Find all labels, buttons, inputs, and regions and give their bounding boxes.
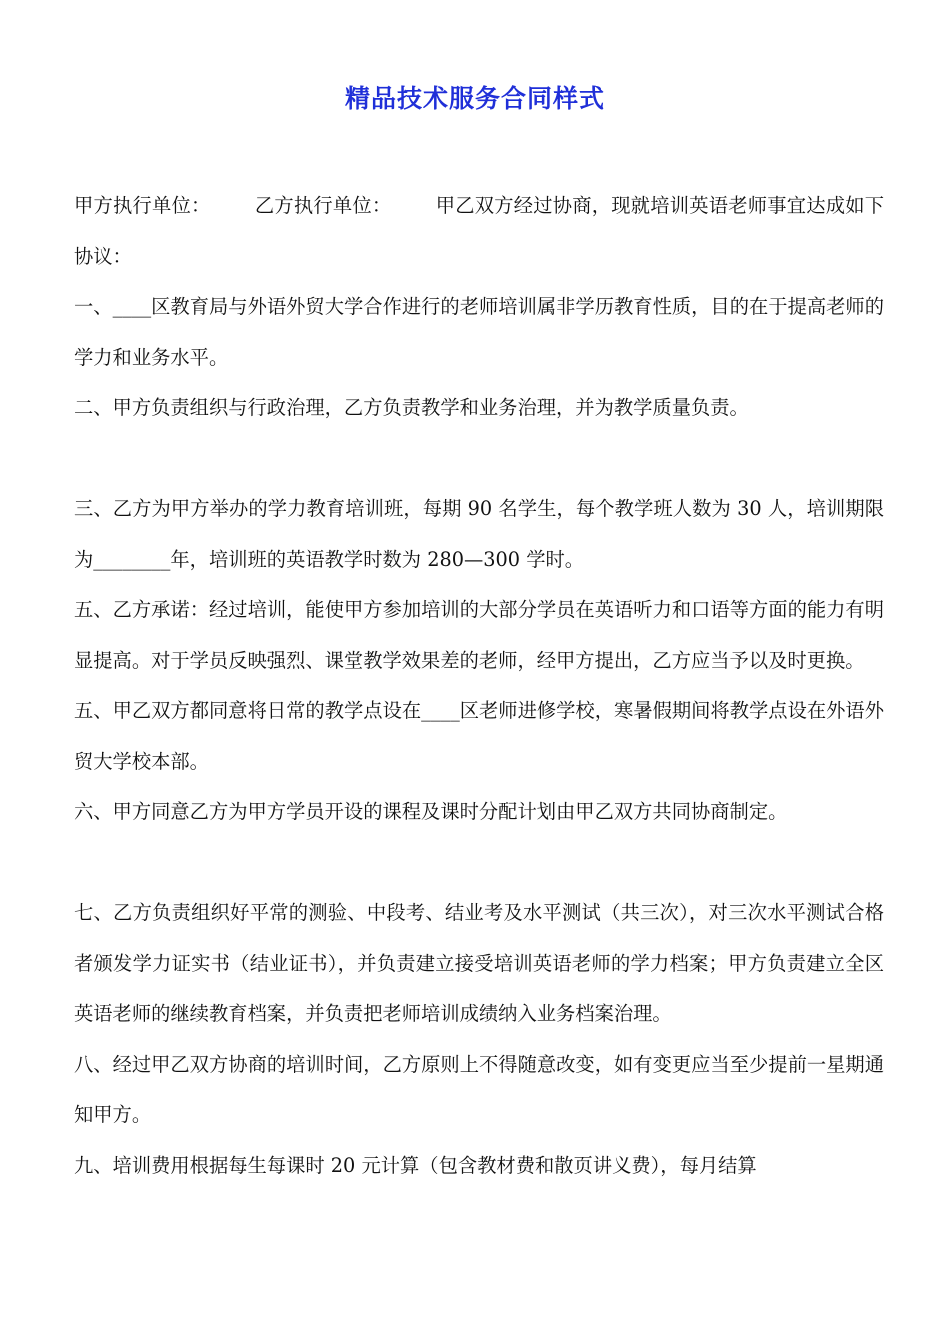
document-title: 精品技术服务合同样式 (344, 84, 605, 113)
paragraph-clause-8: 八、经过甲乙双方协商的培训时间，乙方原则上不得随意改变，如有变更应当至少提前一星期通知甲方。 (74, 1052, 884, 1126)
paragraph-spacer (74, 838, 884, 889)
paragraph-spacer (74, 434, 884, 485)
paragraph-clause-5b: 五、甲乙双方都同意将日常的教学点设在____区老师进修学校，寒暑假期间将教学点设在外语外贸大学校本部。 (74, 699, 884, 773)
document-body (74, 181, 884, 1191)
paragraph-clause-6: 六、甲方同意乙方为甲方学员开设的课程及课时分配计划由甲乙双方共同协商制定。 (74, 800, 788, 823)
paragraph-clause-9: 九、培训费用根据每生每课时 20 元计算（包含教材费和散页讲义费），每月结算 (74, 1153, 757, 1177)
paragraph-clause-3: 三、乙方为甲方举办的学力教育培训班，每期 90 名学生，每个教学班人数为 30 人，培训期限为________年，培训班的英语教学时数为 280—300 学时。 (74, 497, 884, 571)
paragraph-clause-1: 一、____区教育局与外语外贸大学合作进行的老师培训属非学历教育性质，目的在于提高老师的学力和业务水平。 (74, 295, 884, 369)
paragraph-clause-7: 七、乙方负责组织好平常的测验、中段考、结业考及水平测试（共三次），对三次水平测试合格者颁发学力证实书（结业证书），并负责建立接受培训英语老师的学力档案；甲方负责建立全区英语老师的继续教育档案，并负责把老师培训成绩纳入业务档案治理。 (74, 901, 884, 1025)
paragraph-parties: 甲方执行单位： 乙方执行单位： 甲乙双方经过协商，现就培训英语老师事宜达成如下协议： (74, 194, 884, 268)
paragraph-clause-2: 二、甲方负责组织与行政治理，乙方负责教学和业务治理，并为教学质量负责。 (74, 396, 749, 419)
paragraph-clause-5a: 五、乙方承诺：经过培训，能使甲方参加培训的大部分学员在英语听力和口语等方面的能力有明显提高。对于学员反映强烈、课堂教学效果差的老师，经甲方提出，乙方应当予以及时更换。 (74, 598, 884, 672)
